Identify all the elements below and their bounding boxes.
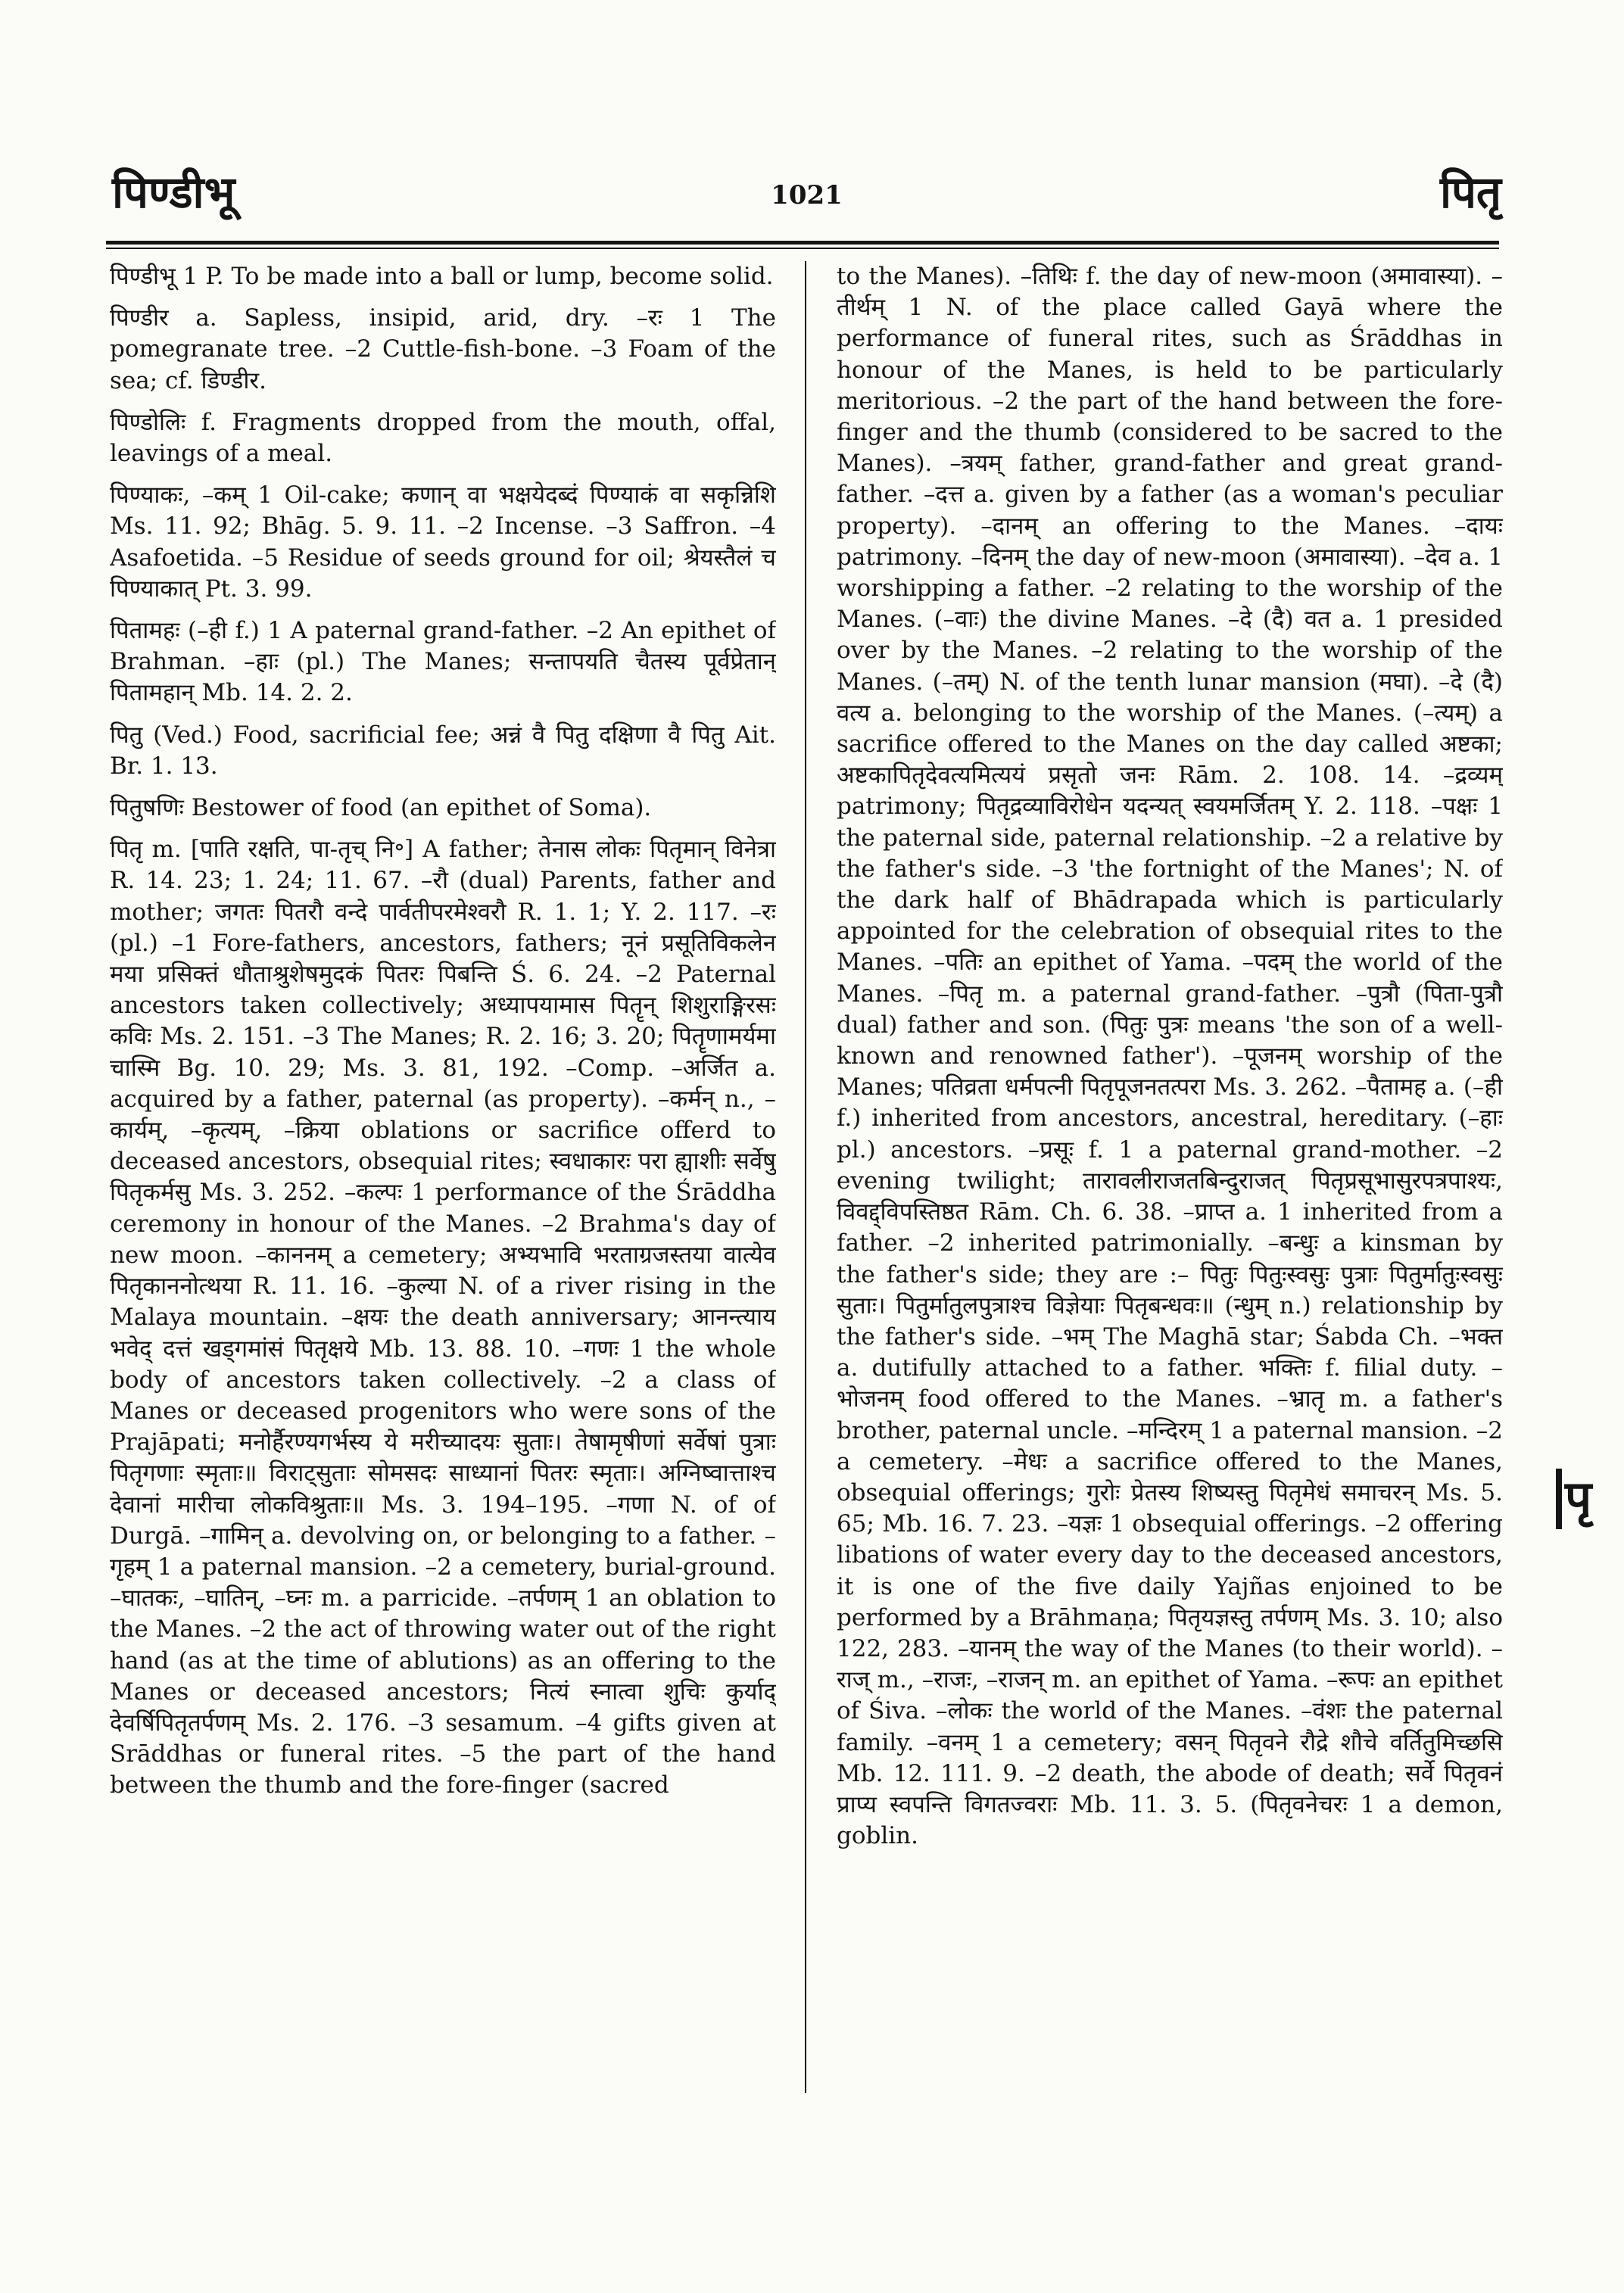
thumb-index-tab: पृ	[1556, 1469, 1618, 1529]
right-column	[837, 261, 1503, 2101]
entry-pindira: पिण्डीर a. Sapless, insipid, arid, dry. –रः 1 The pomegranate tree. –2 Cuttle-fish-bone. –3 Foam of the sea; cf. डिण्डीर.	[110, 304, 776, 394]
header-rule-thin	[106, 248, 1499, 249]
header-rule	[106, 241, 1499, 245]
entry-pitu: पितु (Ved.) Food, sacrificial fee; अन्नं वै पितु दक्षिणा वै पितु Ait. Br. 1. 13.	[110, 721, 776, 780]
entry-pitamaha: पितामहः (–ही f.) 1 A paternal grand-father. –2 An epithet of Brahman. –हाः (pl.) The Manes; सन्तापयति चैतस्य पूर्वप्रेतान् पितामहान् Mb. 14. 2. 2.	[110, 617, 776, 707]
entry-pitri: पितृ m. [पाति रक्षति, पा-तृच् नि॰] A father; तेनास लोकः पितृमान् विनेत्रा R. 14. 23; 1. 24; 11. 67. –रौ (dual) Parents, father and mother; जगतः पितरौ वन्दे पार्वतीपरमेश्वरौ R. 1. 1; Y. 2. 117. –रः (pl.) –1 Fore-fathers, ancestors, fathers; नूनं प्रसूतिविकलेन मया प्रसिक्तं धौताश्रुशेषमुदकं पितरः पिबन्ति Ś. 6. 24. –2 Paternal ancestors taken collectively; अध्यापयामास पितॄन् शिशुराङ्गिरसः कविः Ms. 2. 151. –3 The Manes; R. 2. 16; 3. 20; पितॄणामर्यमा चास्मि Bg. 10. 29; Ms. 3. 81, 192. –Comp. –अर्जित a. acquired by a father, paternal (as property). –कर्मन् n., –कार्यम्, –कृत्यम्, –क्रिया oblations or sacrifice offerd to deceased ancestors, obsequial rites; स्वधाकारः परा ह्याशीः सर्वेषु पितृकर्मसु Ms. 3. 252. –कल्पः 1 performance of the Śrāddha ceremony in honour of the Manes. –2 Brahma's day of new moon. –काननम् a cemetery; अभ्यभावि भरताग्रजस्तया वात्येव पितृकाननोत्थया R. 11. 16. –कुल्या N. of a river rising in the Malaya mountain. –क्षयः the death anniversary; आनन्त्याय भवेद् दत्तं खड्गमांसं पितृक्षये Mb. 13. 88. 10. –गणः 1 the whole body of ancestors taken collectively. –2 a class of Manes or deceased progenitors who were sons of the Prajāpati; मनोर्हैरण्यगर्भस्य ये मरीच्यादयः सुताः। तेषामृषीणां सर्वेषां पुत्राः पितृगणाः स्मृताः॥ विराट्सुताः सोमसदः साध्यानां पितरः स्मृताः। अग्निष्वात्ताश्च देवानां मारीचा लोकविश्रुताः॥ Ms. 3. 194–195. –गणा N. of of Durgā. –गामिन् a. devolving on, or belonging to a father. –गृहम् 1 a paternal mansion. –2 a cemetery, burial-ground. –घातकः, –घातिन्, –घ्नः m. a parricide. –तर्पणम् 1 an oblation to the Manes. –2 the act of throwing water out of the right hand (as at the time of ablutions) as an offering to the Manes or deceased ancestors; नित्यं स्नात्वा शुचिः कुर्याद् देवर्षिपितृतर्पणम् Ms. 2. 176. –3 sesamum. –4 gifts given at Srāddhas or funeral rites. –5 the part of the hand between the thumb and the fore-finger (sacred	[110, 836, 776, 1799]
entry-pitushani: पितुषणिः Bestower of food (an epithet of Soma).	[110, 794, 652, 822]
entry-pindibhu: पिण्डीभू 1 P. To be made into a ball or lump, become solid.	[110, 263, 774, 290]
left-running-headword: पिण्डीभू	[112, 167, 235, 218]
entry-pinyaka: पिण्याकः, –कम् 1 Oil-cake; कणान् वा भक्षयेदब्दं पिण्याकं वा सकृन्निशि Ms. 11. 92; Bhāg. 5. 9. 11. –2 Incense. –3 Saffron. –4 Asafoetida. –5 Residue of seeds ground for oil; श्रेयस्तैलं च पिण्याकात् Pt. 3. 99.	[110, 481, 776, 603]
column-divider	[805, 261, 806, 2093]
page-number: 1021	[771, 180, 843, 210]
entry-pitri-continued: to the Manes). –तिथिः f. the day of new-moon (अमावास्या). –तीर्थम् 1 N. of the place called Gayā where the performance of funeral rites, such as Śrāddhas in honour of the Manes, is held to be particularly meritorious. –2 the part of the hand between the fore-finger and the thumb (considered to be sacred to the Manes). –त्रयम् father, grand-father and great grand-father. –दत्त a. given by a father (as a woman's peculiar property). –दानम् an offering to the Manes. –दायः patrimony. –दिनम् the day of new-moon (अमावास्या). –देव a. 1 worshipping a father. –2 relating to the worship of the Manes. (–वाः) the divine Manes. –दे (दै) वत a. 1 presided over by the Manes. –2 relating to the worship of the Manes. (–तम्) N. of the tenth lunar mansion (मघा). –दे (दै) वत्य a. belonging to the worship of the Manes. (–त्यम्) a sacrifice offered to the Manes on the day called अष्टका; अष्टकापितृदेवत्यमित्ययं प्रसृतो जनः Rām. 2. 108. 14. –द्रव्यम् patrimony; पितृद्रव्याविरोधेन यदन्यत् स्वयमर्जितम् Y. 2. 118. –पक्षः 1 the paternal side, paternal relationship. –2 a relative by the father's side. –3 'the fortnight of the Manes'; N. of the dark half of Bhādrapada which is particularly appointed for the celebration of obsequial rites to the Manes. –पतिः an epithet of Yama. –पदम् the world of the Manes. –पितृ m. a paternal grand-father. –पुत्रौ (पिता-पुत्रौ dual) father and son. (पितुः पुत्रः means 'the son of a well-known and renowned father'). –पूजनम् worship of the Manes; पतिव्रता धर्मपत्नी पितृपूजनतत्परा Ms. 3. 262. –पैतामह a. (–ही f.) inherited from ancestors, ancestral, hereditary. (–हाः pl.) ancestors. –प्रसूः f. 1 a paternal grand-mother. –2 evening twilight; तारावलीराजतबिन्दुराजत् पितृप्रसूभासुरपत्रपाश्यः, विवद्द्विपस्तिष्ठत Rām. Ch. 6. 38. –प्राप्त a. 1 inherited from a father. –2 inherited patrimonially. –बन्धुः a kinsman by the father's side; they are :– पितुः पितुःस्वसुः पुत्राः पितुर्मातुःस्वसुः सुताः। पितुर्मातुलपुत्राश्च विज्ञेयाः पितृबन्धवः॥ (न्धुम् n.) relationship by the father's side. –भम् The Maghā star; Śabda Ch. –भक्त a. dutifully attached to a father. भक्तिः f. filial duty. –भोजनम् food offered to the Manes. –भ्रातृ m. a father's brother, paternal uncle. –मन्दिरम् 1 a paternal mansion. –2 a cemetery. –मेधः a sacrifice offered to the Manes, obsequial offerings; गुरोः प्रेतस्य शिष्यस्तु पितृमेधं समाचरन् Ms. 5. 65; Mb. 16. 7. 23. –यज्ञः 1 obsequial offerings. –2 offering libations of water every day to the deceased ancestors, it is one of the five daily Yajñas enjoined to be performed by a Brāhmaṇa; पितृयज्ञस्तु तर्पणम् Ms. 3. 10; also 122, 283. –यानम् the way of the Manes (to their world). –राज् m., –राजः, –राजन् m. an epithet of Yama. –रूपः an epithet of Śiva. –लोकः the world of the Manes. –वंशः the paternal family. –वनम् 1 a cemetery; वसन् पितृवने रौद्रे शौचे वर्तितुमिच्छसि Mb. 12. 111. 9. –2 death, the abode of death; सर्वे पितृवनं प्राप्य स्वपन्ति विगतज्वराः Mb. 11. 3. 5. (पितृवनेचरः 1 a demon, goblin.	[837, 263, 1503, 1850]
left-column	[110, 261, 776, 2101]
entry-pindoli: पिण्डोलिः f. Fragments dropped from the mouth, offal, leavings of a meal.	[110, 408, 776, 468]
page-header	[112, 160, 1501, 236]
right-running-headword: पितृ	[1439, 167, 1501, 218]
